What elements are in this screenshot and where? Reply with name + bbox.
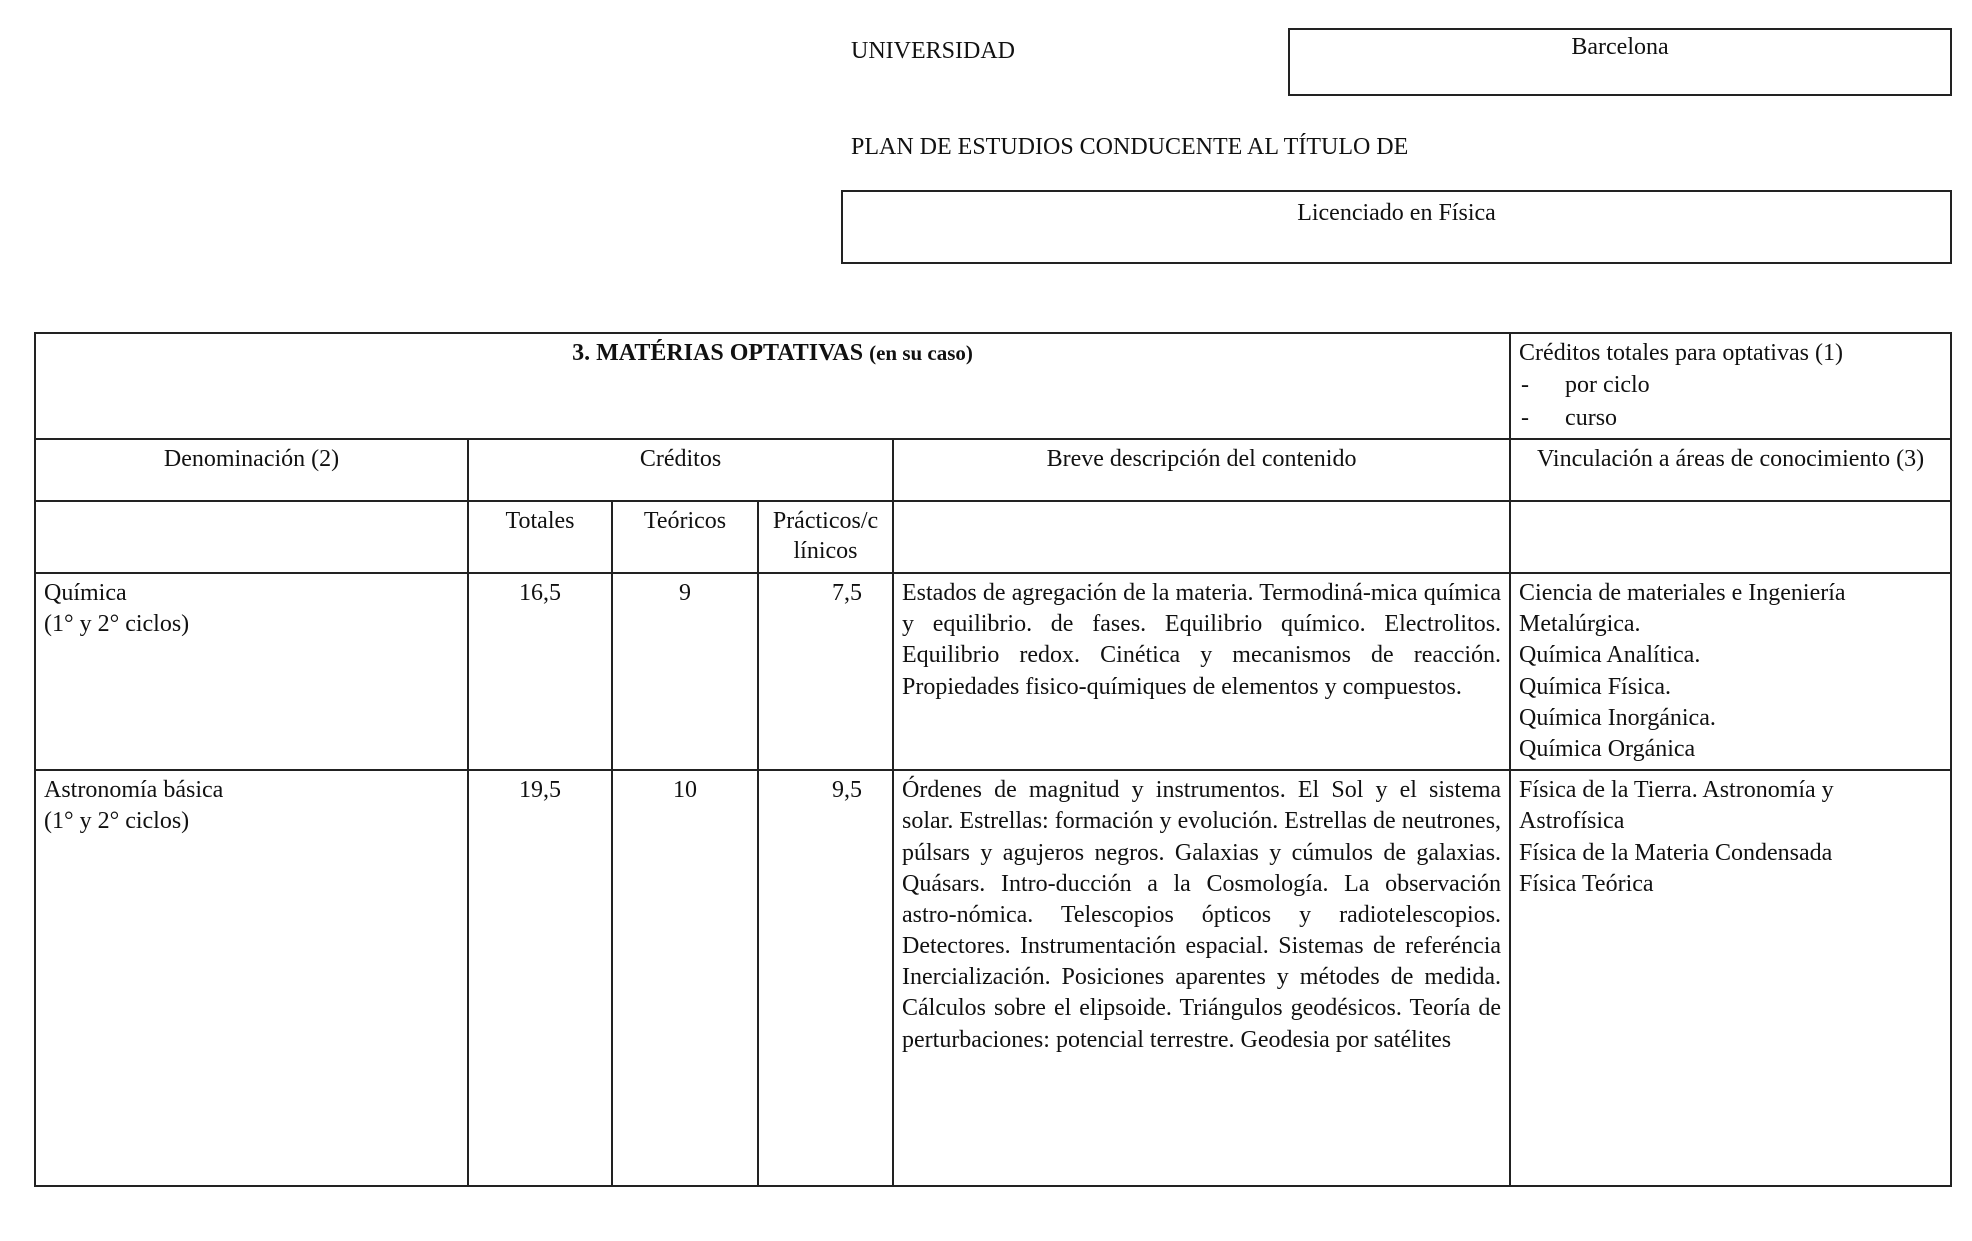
credits-totales: 19,5: [468, 770, 612, 1186]
credits-total-item: - curso: [1519, 402, 1942, 434]
subject-name-cell: [35, 770, 468, 1186]
credits-total-list: [1519, 369, 1942, 434]
subject-name: Química: [44, 580, 127, 606]
col-descripcion: Breve descripción del contenido: [893, 439, 1510, 501]
subject-name-cell: [35, 573, 468, 770]
table-title-row: [35, 333, 1951, 439]
subject-areas: [1510, 573, 1951, 770]
university-value: Barcelona: [1571, 34, 1669, 60]
area-item: Química Orgánica: [1519, 735, 1696, 762]
area-item: Física de la Materia Condensada: [1519, 839, 1833, 866]
area-item: Ciencia de materiales e Ingeniería Metalúrgica.: [1519, 580, 1846, 638]
col-denominacion: Denominación (2): [35, 439, 468, 501]
credits-practicos: 9,5: [758, 770, 893, 1186]
credits-total-item: - por ciclo: [1519, 369, 1942, 401]
sub-totales: Totales: [468, 501, 612, 573]
subheader-empty: [893, 501, 1510, 573]
degree-value: Licenciado en Física: [1297, 200, 1496, 226]
subheader-empty: [35, 501, 468, 573]
table-row: [35, 770, 1951, 1186]
credits-totales: 16,5: [468, 573, 612, 770]
sub-teoricos: Teóricos: [612, 501, 758, 573]
optional-subjects-table: [34, 332, 1952, 1187]
university-field: [1288, 28, 1952, 96]
col-vinculacion: Vinculación a áreas de conocimiento (3): [1510, 439, 1951, 501]
university-label: UNIVERSIDAD: [851, 38, 1015, 64]
section-title: 3. MATÉRIAS OPTATIVAS: [572, 340, 864, 366]
degree-field: [841, 190, 1952, 264]
subheader-empty: [1510, 501, 1951, 573]
credits-total-cell: [1510, 333, 1951, 439]
area-item: Física Teórica: [1519, 870, 1654, 897]
credits-teoricos: 9: [612, 573, 758, 770]
table-row: [35, 573, 1951, 770]
credits-total-title: Créditos totales para optativas (1): [1519, 340, 1843, 366]
col-creditos: Créditos: [468, 439, 893, 501]
area-item: Química Analítica.: [1519, 642, 1701, 669]
section-title-cell: [35, 333, 1510, 439]
subject-description: Órdenes de magnitud y instrumentos. El Sol y el sistema solar. Estrellas: formación y evolución. Estrellas de neutrones, púlsars y agujeros negros. Galaxias y cúmulos de galaxias. Quásars. Intro-ducción a la Cosmología. La observación astro-nómica. Telescopios ópticos y radiotelescopios. Detectores. Instrumentación espacial. Sistemas de referéncia Inercialización. Posiciones aparentes y métodes de medida. Cálculos sobre el elipsoide. Triángulos geodésicos. Teoría de perturbaciones: potencial terrestre. Geodesia por satélites: [893, 770, 1510, 1186]
credits-practicos: 7,5: [758, 573, 893, 770]
subject-areas: [1510, 770, 1951, 1186]
subject-name: Astronomía básica: [44, 777, 224, 804]
subject-cycles: (1° y 2° ciclos): [44, 808, 190, 835]
column-header-row: [35, 439, 1951, 501]
plan-label: PLAN DE ESTUDIOS CONDUCENTE AL TÍTULO DE: [851, 134, 1409, 160]
subject-description: Estados de agregación de la materia. Termodiná-mica química y equilibrio. de fases. Equilibrio químico. Electrolitos. Equilibrio redox. Cinética y mecanismos de reacción. Propiedades fisico-químiques de elementos y compuestos.: [893, 573, 1510, 770]
area-item: Física de la Tierra. Astronomía y Astrofísica: [1519, 777, 1834, 835]
subheader-row: [35, 501, 1951, 573]
area-item: Química Física.: [1519, 673, 1672, 700]
area-item: Química Inorgánica.: [1519, 704, 1716, 731]
credits-teoricos: 10: [612, 770, 758, 1186]
subject-cycles: (1° y 2° ciclos): [44, 611, 190, 638]
sub-practicos: Prácticos/c línicos: [758, 501, 893, 573]
section-title-suffix: (en su caso): [869, 341, 973, 365]
